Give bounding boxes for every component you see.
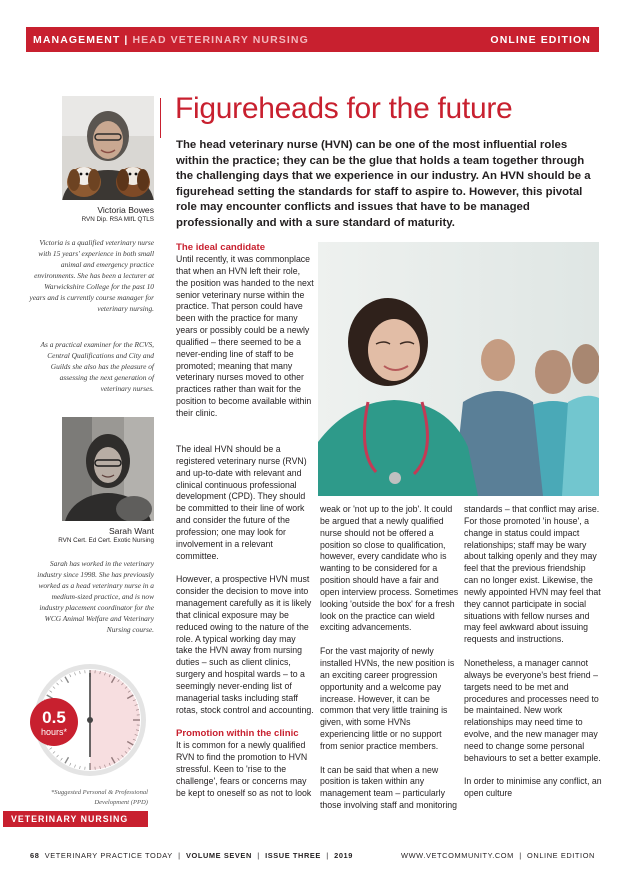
cpd-timer-gauge: [26, 659, 148, 781]
article-paragraph: Nonetheless, a manager cannot always be everyone's best friend – targets need to be met and procedures and processes need to be maintained. New work relationships may need time to evolve, and the new manager may need to change some personal behaviours to set a better example.: [464, 657, 601, 763]
section-name: MANAGEMENT: [33, 34, 121, 46]
author-bio: Sarah has worked in the veterinary industry since 1998. She has previously worked as a head veterinary nurse in a medium-sized practice, and is now industry placement coordinator for the WCG Animal Welfare and Veterinary Nursing course.: [37, 559, 154, 634]
cpd-value: 0.5: [42, 708, 66, 727]
footer-separator: |: [257, 851, 260, 860]
section-separator: |: [124, 34, 129, 46]
author-photo-victoria: [62, 96, 154, 200]
author-bio: Victoria is a qualified veterinary nurse with 15 years' experience in both small animal and emergency practice environments. She has been a lecturer at Warwickshire College for the past 10 years and is currently course manager for veterinary nursing.: [29, 238, 154, 313]
article-paragraph: For the vast majority of newly installed HVNs, the new position is an exciting career progression opportunity and a welcome pay increase. However, it can be common that very little training is given, with some HVNs experiencing little or no support from senior practice members.: [320, 646, 455, 751]
footer-separator: |: [519, 851, 522, 860]
article-paragraph: weak or 'not up to the job'. It could be argued that a newly qualified nurse should not be offered a position so close to qualification, however, every candidate who is wanting to be considered for a position should have a fair and open interview process. Sometimes looking 'outside the box' for a fresh look on the practice can wield exciting advancements.: [320, 504, 459, 633]
vet-team-photo: [318, 242, 599, 496]
footer-separator: |: [326, 851, 329, 860]
author-credentials: RVN Cert. Ed Cert. Exotic Nursing: [58, 537, 154, 544]
subsection-name: HEAD VETERINARY NURSING: [132, 34, 309, 46]
article-column-3: [464, 504, 602, 812]
gauge-hub: [87, 717, 93, 723]
author-name: Victoria Bowes: [97, 205, 154, 215]
magazine-name: VETERINARY PRACTICE TODAY: [44, 851, 173, 860]
footer-separator: |: [178, 851, 181, 860]
article-paragraph: It can be said that when a new position is taken within any management team – particularly those involving staff and monitoring: [320, 764, 458, 811]
author-photo-sarah: [62, 417, 154, 521]
article-paragraph: However, a prospective HVN must consider the decision to move into management carefully as it is likely that clinical exposure may be reduced owing to the nature of the role. A typical working day may take the HVN away from nursing duties – such as client clinics, surgery and hospital wards – to a seemingly never-ending list of managerial tasks including staff rotas, stock control and accounting.: [176, 574, 314, 715]
website-link[interactable]: WWW.VETCOMMUNITY.COM: [401, 851, 514, 860]
article-column-1: [176, 444, 314, 811]
article-paragraph: In order to minimise any conflict, an open culture: [464, 776, 602, 799]
article-title: Figureheads for the future: [175, 92, 513, 125]
headline-rule: [160, 98, 161, 138]
volume-label: VOLUME SEVEN: [185, 851, 252, 860]
section-header-bar: [26, 27, 599, 52]
issue-label: ISSUE THREE: [265, 851, 321, 860]
year-label: 2019: [334, 851, 353, 860]
author-name: Sarah Want: [108, 526, 154, 536]
article-paragraph: It is common for a newly qualified RVN to find the promotion to HVN stressful. Keen to 'rise to the challenge', fears or concerns may be kept to oneself so as not to look: [176, 740, 312, 798]
cpd-footnote: *Suggested Personal & Professional Development (PPD): [50, 789, 148, 806]
veterinary-nursing-tag: VETERINARY NURSING: [3, 811, 148, 827]
section-label: [33, 34, 309, 46]
section-heading-ideal-candidate: The ideal candidate: [176, 242, 266, 253]
page-number: 68: [30, 851, 40, 860]
cpd-unit: hours*: [40, 727, 68, 737]
footer-left: [30, 851, 353, 860]
section-heading-promotion: Promotion within the clinic: [176, 728, 299, 740]
author-bio-examiner: As a practical examiner for the RCVS, Central Qualifications and City and Guilds she also has the pleasure of assessing the next generation of veterinary nurses.: [40, 340, 154, 393]
footer-edition: ONLINE EDITION: [527, 851, 595, 860]
author-credentials: RVN Dip. RSA MIfL QTLS: [81, 216, 154, 223]
article-paragraph: The ideal HVN should be a registered veterinary nurse (RVN) and up-to-date with relevant and clinical continuous professional development (CPD). They should be committed to their line of work and consider the future of the profession; one may look for involvement in a relevant committee.: [176, 444, 307, 561]
article-standfirst: The head veterinary nurse (HVN) can be one of the most influential roles within the practice; they can be the glue that holds a team together through the challenging days that we experience in our industry. An HVN should be a figurehead setting the standards for staff to aspire to. However, this pivotal role may encounter conflicts and issues that have to be managed professionally and with a sure standard of maturity.: [176, 139, 591, 229]
edition-label: ONLINE EDITION: [490, 34, 591, 46]
article-paragraph: standards – that conflict may arise. For those promoted 'in house', a change in status could impact relationships; staff may be wary about talking openly and they may feel that the previous friendship can no longer exist. Likewise, the newly appointed HVN may feel that they cannot participate in social situations with fellow nurses and may feel awkward about issuing requests and instructions.: [464, 504, 601, 645]
article-paragraph: Until recently, it was commonplace that when an HVN left their role, the position was handed to the next senior veterinary nurse within the practice. That person could have been with the practice for many years or possibly could be a newly qualified – there seemed to be a never-ending line of staff to be promoted; meaning that many veterinary nurses moved to other practices rather than wait for the position to become available within their clinic.: [176, 254, 314, 418]
article-column-2: [320, 504, 460, 824]
footer-right: [401, 851, 595, 860]
article-column-1-top: [176, 242, 314, 432]
